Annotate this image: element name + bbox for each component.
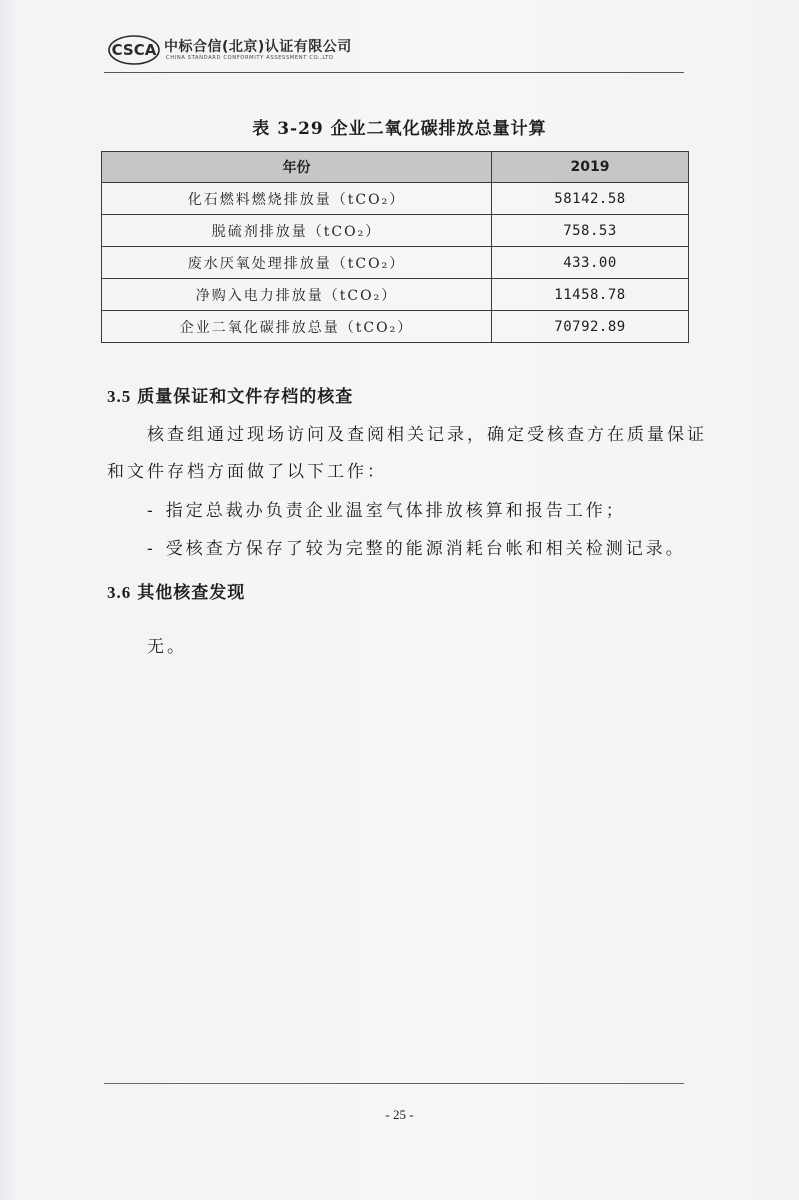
bullet-dash: - bbox=[147, 501, 156, 521]
bullet-text: 受核查方保存了较为完整的能源消耗台帐和相关检测记录。 bbox=[165, 539, 686, 559]
csca-logo bbox=[108, 34, 160, 66]
header-2019: 2019 bbox=[492, 152, 689, 183]
row-label: 企业二氧化碳排放总量（tCO₂） bbox=[102, 311, 492, 343]
footer-divider bbox=[104, 1083, 684, 1084]
header-year: 年份 bbox=[102, 152, 492, 183]
header-divider bbox=[104, 72, 684, 73]
row-label: 脱硫剂排放量（tCO₂） bbox=[102, 215, 492, 247]
table-row bbox=[102, 215, 689, 247]
section-title: 其他核查发现 bbox=[137, 583, 246, 603]
table-header-row bbox=[102, 152, 689, 183]
paragraph-line: 核查组通过现场访问及查阅相关记录，确定受核查方在质量保证 bbox=[147, 425, 707, 445]
section-number: 3.6 bbox=[107, 583, 132, 602]
emissions-table bbox=[101, 151, 689, 343]
row-label: 净购入电力排放量（tCO₂） bbox=[102, 279, 492, 311]
company-name-en: CHINA STANDARD CONFORMITY ASSESSMENT CO.,LTD bbox=[166, 55, 334, 61]
row-value: 758.53 bbox=[492, 215, 689, 247]
table-caption: 表 3-29 企业二氧化碳排放总量计算 bbox=[252, 119, 547, 139]
row-label: 废水厌氧处理排放量（tCO₂） bbox=[102, 247, 492, 279]
bullet-item bbox=[147, 534, 686, 559]
row-value: 433.00 bbox=[492, 247, 689, 279]
paragraph-line: 无。 bbox=[147, 637, 187, 657]
row-value: 58142.58 bbox=[492, 183, 689, 215]
svg-text:CSCA: CSCA bbox=[111, 41, 157, 59]
section-number: 3.5 bbox=[107, 387, 132, 406]
table-row bbox=[102, 279, 689, 311]
page-number: - 25 - bbox=[385, 1107, 414, 1122]
row-label: 化石燃料燃烧排放量（tCO₂） bbox=[102, 183, 492, 215]
section-heading-3-6 bbox=[107, 578, 245, 603]
table-row bbox=[102, 311, 689, 343]
table-row bbox=[102, 183, 689, 215]
section-heading-3-5 bbox=[107, 382, 353, 407]
bullet-item bbox=[147, 496, 626, 521]
table-row bbox=[102, 247, 689, 279]
bullet-text: 指定总裁办负责企业温室气体排放核算和报告工作； bbox=[165, 501, 626, 521]
paragraph-line: 和文件存档方面做了以下工作： bbox=[107, 462, 387, 482]
company-name-cn: 中标合信(北京)认证有限公司 bbox=[164, 39, 352, 55]
row-value: 70792.89 bbox=[492, 311, 689, 343]
page-header bbox=[108, 32, 684, 72]
row-value: 11458.78 bbox=[492, 279, 689, 311]
section-title: 质量保证和文件存档的核查 bbox=[137, 387, 354, 407]
bullet-dash: - bbox=[147, 539, 156, 559]
